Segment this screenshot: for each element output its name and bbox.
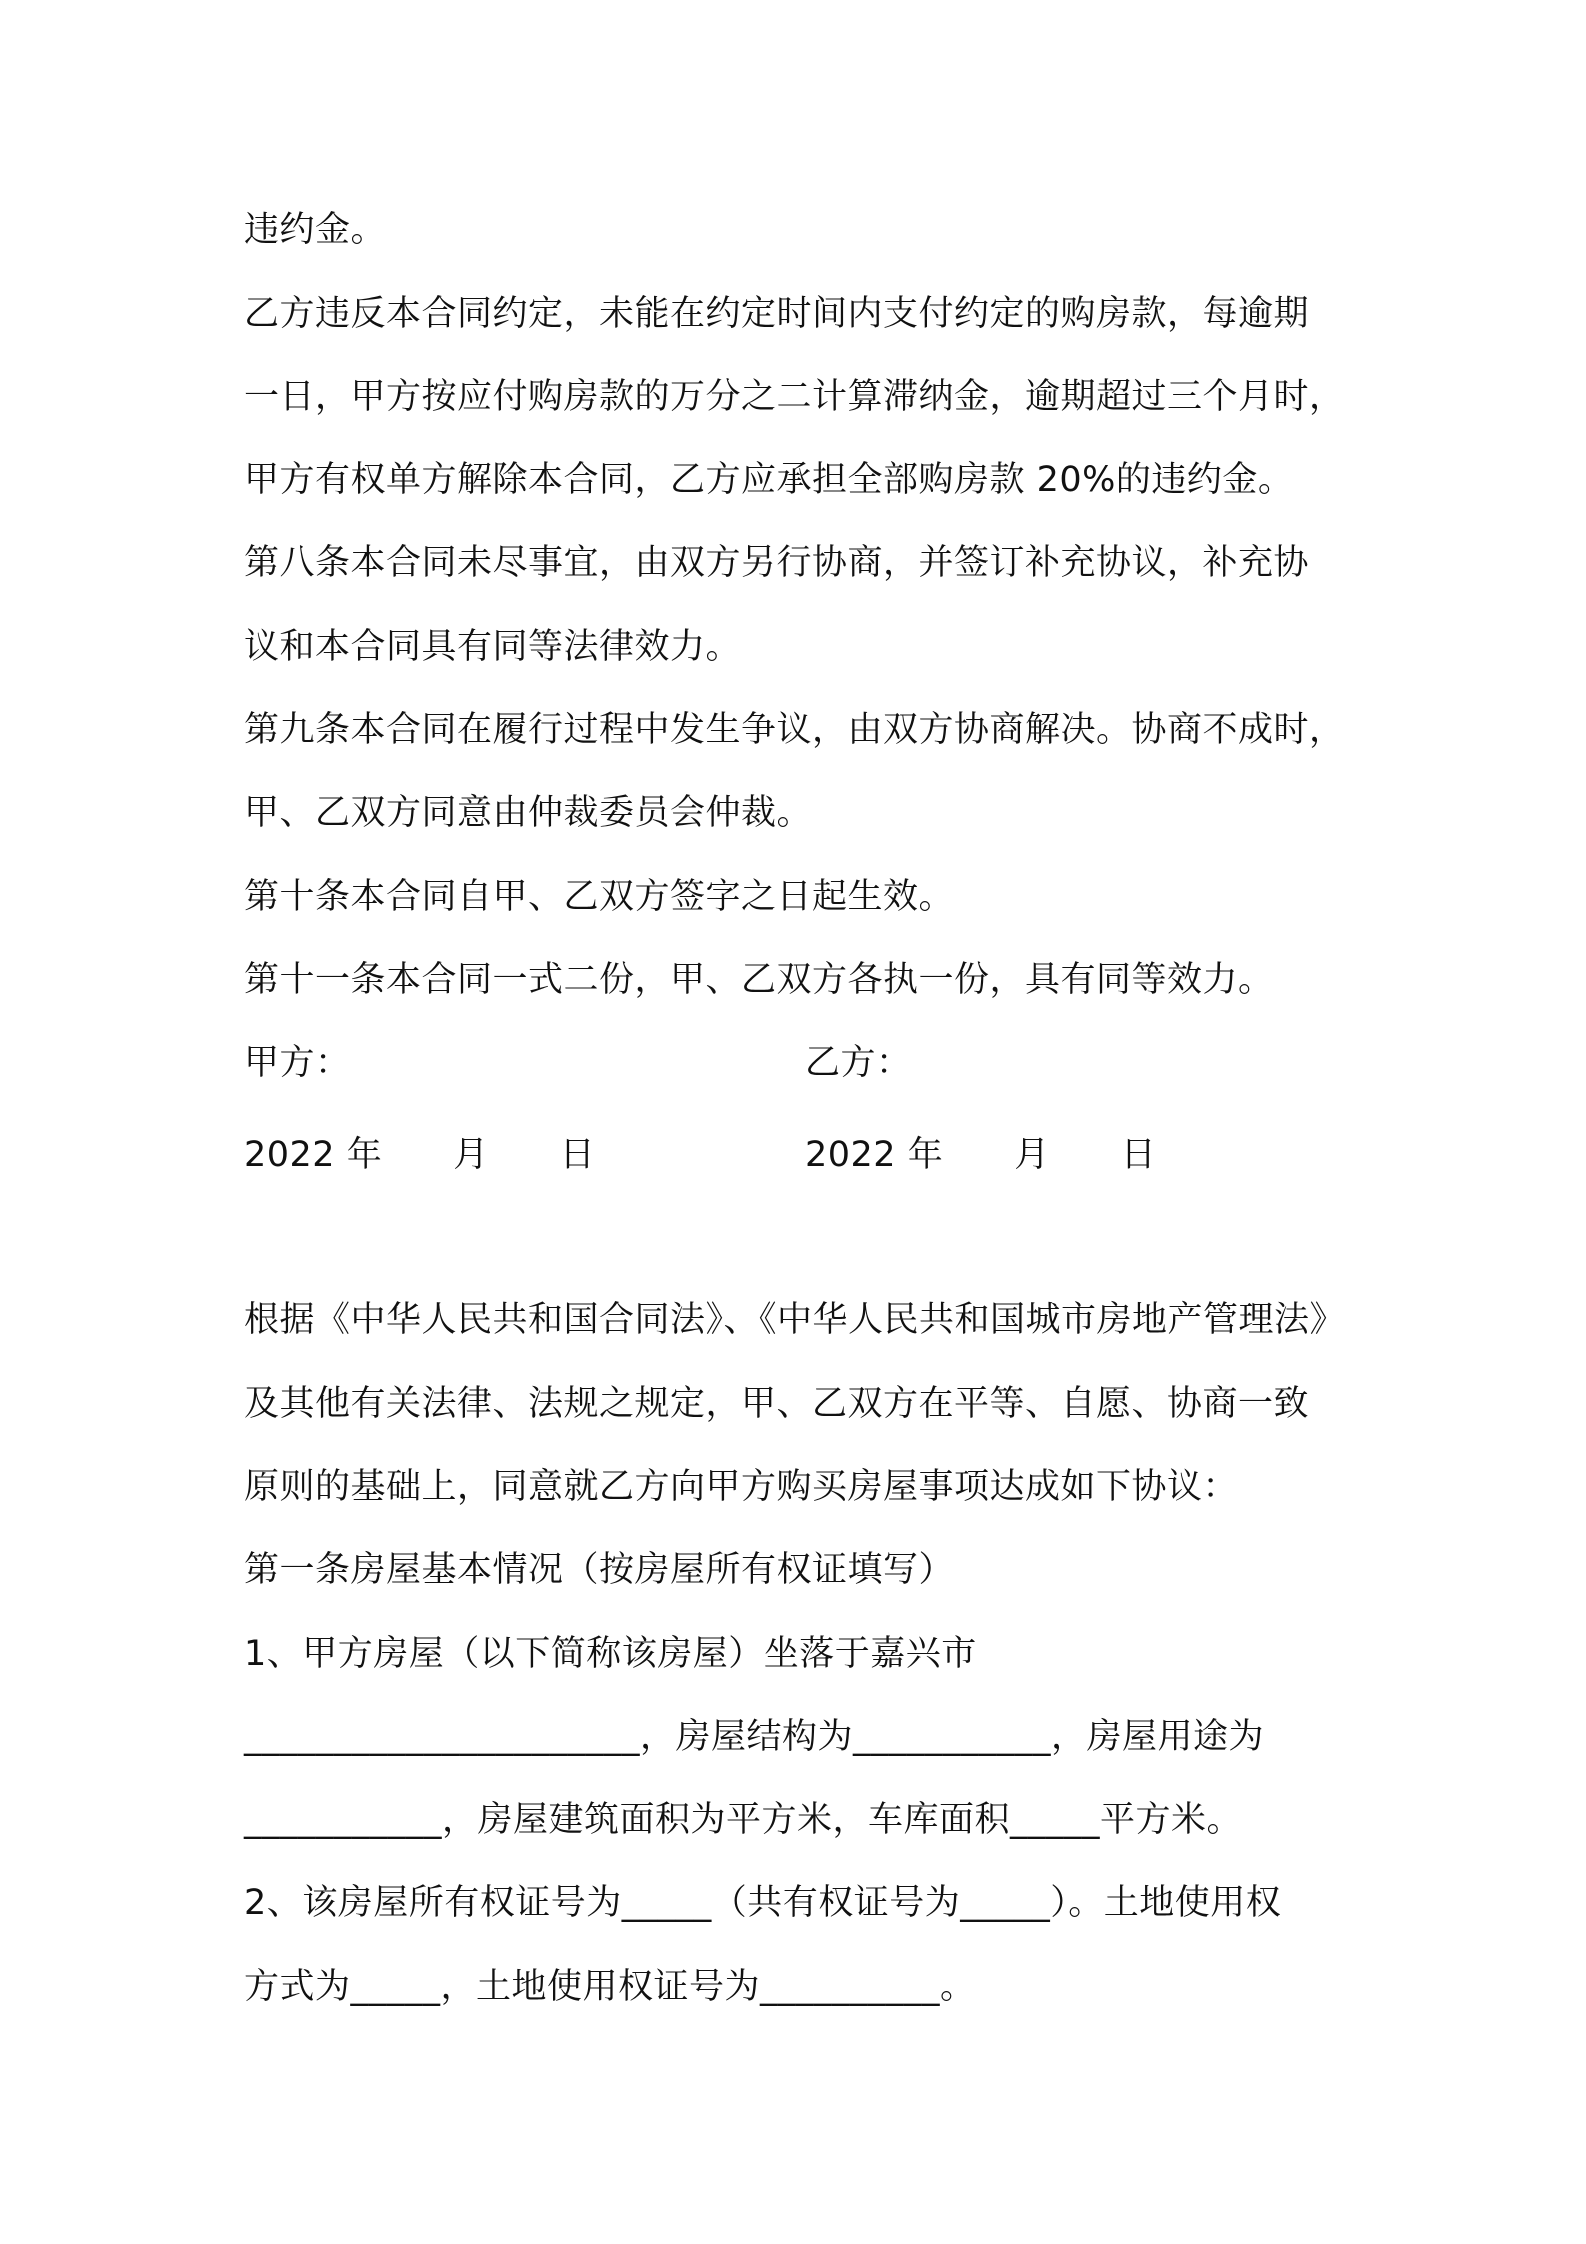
article-heading: 第一条房屋基本情况（按房屋所有权证填写） (244, 1550, 955, 1590)
text-line: 甲、乙双方同意由仲裁委员会仲裁。 (244, 793, 813, 833)
text-line: 第八条本合同未尽事宜，由双方另行协商，并签订补充协议，补充协 (244, 543, 1310, 583)
text-line: 第九条本合同在履行过程中发生争议，由双方协商解决。协商不成时， (244, 710, 1345, 750)
fill-in-line: ___________，房屋建筑面积为平方米，车库面积_____平方米。 (244, 1800, 1243, 1840)
text-line: 乙方违反本合同约定，未能在约定时间内支付约定的购房款，每逾期 (244, 294, 1310, 334)
party-b-date: 2022 年 月 日 (805, 1135, 1157, 1175)
text-line: 及其他有关法律、法规之规定，甲、乙双方在平等、自愿、协商一致 (244, 1384, 1310, 1424)
text-line: 甲方有权单方解除本合同，乙方应承担全部购房款 20%的违约金。 (244, 460, 1294, 500)
party-a-date: 2022 年 月 日 (244, 1135, 596, 1175)
text-line: 一日，甲方按应付购房款的万分之二计算滞纳金，逾期超过三个月时， (244, 377, 1345, 417)
text-line: 议和本合同具有同等法律效力。 (244, 627, 742, 667)
text-line: 第十一条本合同一式二份，甲、乙双方各执一份，具有同等效力。 (244, 960, 1274, 1000)
text-line: 违约金。 (244, 210, 387, 250)
fill-in-line: ______________________，房屋结构为___________，房屋用途为 (244, 1717, 1265, 1757)
text-line: 第十条本合同自甲、乙双方签字之日起生效。 (244, 877, 955, 917)
text-line: 根据《中华人民共和国合同法》、《中华人民共和国城市房地产管理法》 (244, 1300, 1346, 1340)
party-b-label: 乙方： (805, 1043, 912, 1083)
fill-in-line: 方式为_____，土地使用权证号为__________。 (244, 1967, 976, 2007)
text-line: 原则的基础上，同意就乙方向甲方购买房屋事项达成如下协议： (244, 1467, 1239, 1507)
party-a-label: 甲方： (244, 1043, 351, 1083)
text-line: 1、甲方房屋（以下简称该房屋）坐落于嘉兴市 (244, 1634, 977, 1674)
fill-in-line: 2、该房屋所有权证号为_____（共有权证号为_____）。土地使用权 (244, 1883, 1282, 1923)
